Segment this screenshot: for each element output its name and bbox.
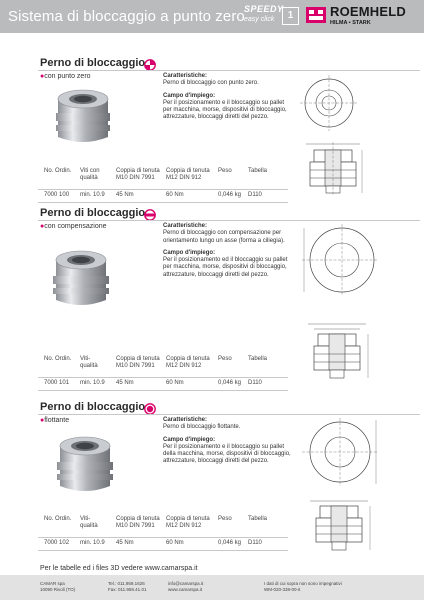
footer-note: Per le tabelle ed i files 3D vedere www.camarspa.it [40,565,198,572]
technical-drawing-top [300,416,380,488]
website-link[interactable]: www.camarspa.it [168,587,203,592]
col-order-no: No. Ordin. [44,516,72,522]
table-header-row [38,513,288,535]
technical-drawing-top [298,74,362,132]
col-weight: Peso [218,168,232,174]
col-weight: Peso [218,356,232,362]
table-rule [38,390,288,391]
col-screws: Viti-qualità [80,516,98,529]
roemheld-mark-icon [306,7,326,23]
table-rule [38,189,288,190]
section-title: Perno di bloccaggio [40,207,146,219]
product-description: Caratteristiche: Perno di bloccaggio con punto zero. Campo d'impiego: Per il posizionamento e il bloccaggio su pallet per macchina, morse, dispositivi di bloccaggio, attrezzature, bloccaggi diretti del pezzo. [163,73,287,121]
cell-screws: min. 10.9 [80,192,105,198]
technical-drawing-section [300,320,382,382]
product-section-3 [0,396,424,561]
table-row [38,539,288,549]
brand-sub: HILMA ▪ STARK [330,20,371,26]
cell-torque-m12: 60 Nm [166,380,184,386]
speedy-sub: easy click [244,16,275,23]
cell-weight: 0,046 kg [218,192,242,198]
cell-order-no: 7000 102 [44,540,70,546]
col-torque-m10: Coppia di tenuta M10 DIN 7991 [116,168,160,181]
product-description: Caratteristiche: Perno di bloccaggio con compensazione per orientamento lungo un asse (forma a ciliegia). Campo d'impiego: Per il posizionamento ed il bloccaggio su pallet per macchina, morse, dispositivi di bloccaggio, attrezzature, bloccaggi diretti del pezzo. [163,223,288,278]
footer-disclaimer: I dati di cui sopra non sono impegnativi WM-020-338-00-it [264,581,342,592]
table-rule [38,537,288,538]
product-photo [52,432,118,498]
table-rule [38,377,288,378]
technical-drawing-top [298,222,380,298]
technical-drawing-section [302,498,382,556]
section-subtitle: ●con compensazione [40,223,107,230]
cell-torque-m10: 45 Nm [116,192,134,198]
cell-order-no: 7000 101 [44,380,70,386]
footer-contact [168,581,203,593]
email-link[interactable]: info@camarspa.it [168,581,204,586]
speedy-box: 1 [282,7,299,25]
page-title: Sistema di bloccaggio a punto zero [8,8,245,25]
col-torque-m12: Coppia di tenuta M12 DIN 912 [166,168,210,181]
col-order-no: No. Ordin. [44,168,72,174]
col-table: Tabella [248,168,268,174]
cell-weight: 0,046 kg [218,380,242,386]
cell-table: D110 [248,380,262,386]
col-weight: Peso [218,516,232,522]
table-row [38,379,288,389]
page-footer [0,575,424,600]
table-rule [38,550,288,551]
col-torque-m10: Coppia di tenuta M10 DIN 7991 [116,516,160,529]
product-photo [50,85,116,149]
table-header-row [38,165,288,187]
col-screws: Viti con qualità [80,168,100,181]
cell-table: D110 [248,540,262,546]
cell-torque-m12: 60 Nm [166,192,184,198]
cell-weight: 0,046 kg [218,540,242,546]
col-torque-m12: Coppia di tenuta M12 DIN 912 [166,356,210,369]
section-divider [38,414,420,415]
brand-name: ROEMHELD [330,4,406,19]
col-table: Tabella [248,356,268,362]
page-header [0,0,424,33]
section-divider [38,220,420,221]
footer-company: CAMAR spa 10090 Rivoli (TO) [40,581,76,592]
product-section-2 [0,202,424,392]
section-title: Perno di bloccaggio [40,401,146,413]
speedy-logo [244,3,302,29]
col-order-no: No. Ordin. [44,356,72,362]
col-screws: Viti-qualità [80,356,98,369]
cell-screws: min. 10.9 [80,540,105,546]
cell-torque-m10: 45 Nm [116,540,134,546]
section-subtitle: ●flottante [40,417,70,424]
col-table: Tabella [248,516,268,522]
speedy-word: SPEEDY [244,4,284,14]
cell-screws: min. 10.9 [80,380,105,386]
section-title: Perno di bloccaggio [40,57,146,69]
col-torque-m12: Coppia di tenuta M12 DIN 912 [166,516,210,529]
table-header-row [38,353,288,375]
cell-table: D110 [248,192,262,198]
roemheld-logo [306,3,422,29]
cell-order-no: 7000 100 [44,192,70,198]
technical-drawing-section [296,140,378,196]
product-description: Caratteristiche: Perno di bloccaggio flottante. Campo d'impiego: Per il posizionamento e il bloccaggio su pallet della macchina, morse, dispositivi di bloccaggio, attrezzature, bloccaggi diretti del pezzo. [163,417,291,465]
product-section-1 [0,52,424,202]
product-photo [48,246,114,312]
footer-phone: Tel.: 011.959.1626 Fax: 011.959.41.01 [108,581,147,592]
cell-torque-m10: 45 Nm [116,380,134,386]
col-torque-m10: Coppia di tenuta M10 DIN 7991 [116,356,160,369]
cell-torque-m12: 60 Nm [166,540,184,546]
section-divider [38,70,420,71]
table-row [38,191,288,201]
section-subtitle: ●con punto zero [40,73,91,80]
